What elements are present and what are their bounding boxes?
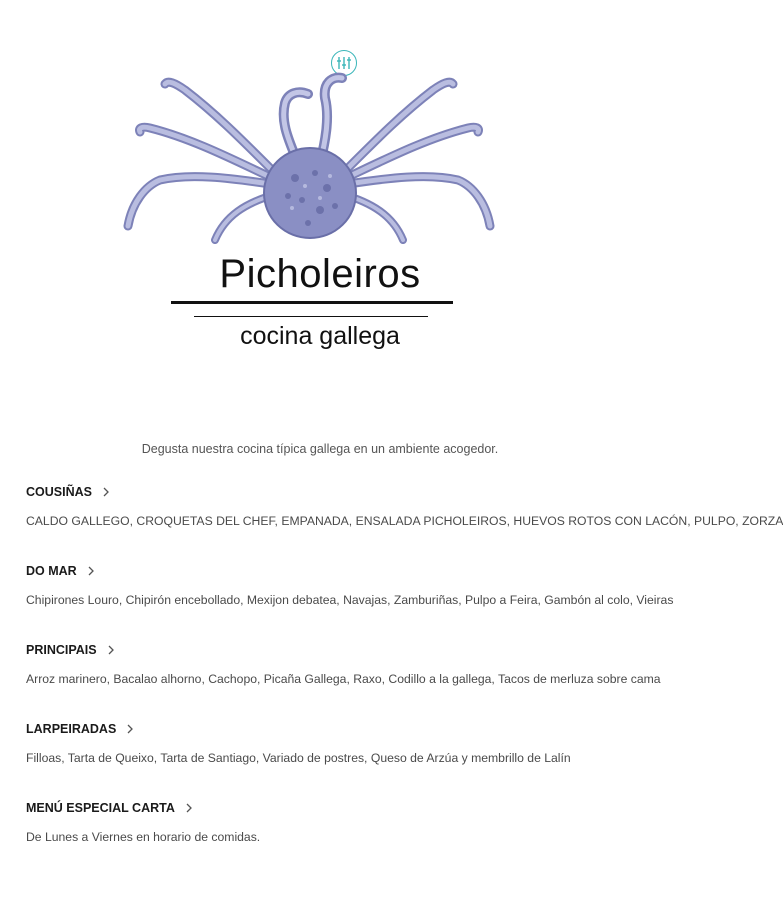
section-items: Filloas, Tarta de Queixo, Tarta de Santiago, Variado de postres, Queso de Arzúa y membrillo de Lalín — [26, 751, 571, 765]
section-title: COUSIÑAS — [26, 485, 92, 499]
section-items: Chipirones Louro, Chipirón encebollado, Mexijon debatea, Navajas, Zamburiñas, Pulpo a Feira, Gambón al colo, Vieiras — [26, 593, 674, 607]
section-title-link[interactable] — [26, 641, 616, 659]
chevron-right-icon — [125, 723, 135, 735]
section-title-link[interactable] — [26, 799, 616, 817]
section-title-link[interactable] — [26, 720, 616, 738]
chevron-right-icon — [106, 644, 116, 656]
section-title: PRINCIPAIS — [26, 643, 97, 657]
brand-name: Picholeiros — [219, 252, 421, 296]
brand-divider — [171, 301, 453, 304]
section-items: De Lunes a Viernes en horario de comidas. — [26, 830, 261, 844]
section-title-link[interactable] — [26, 562, 616, 580]
brand-divider-thin — [194, 316, 428, 317]
section-items: CALDO GALLEGO, CROQUETAS DEL CHEF, EMPANADA, ENSALADA PICHOLEIROS, HUEVOS ROTOS CON LACÓN, PULPO, ZORZA — [26, 514, 783, 528]
chevron-right-icon — [86, 565, 96, 577]
brand-subtitle: cocina gallega — [240, 322, 400, 350]
section-title: DO MAR — [26, 564, 77, 578]
menu-section-do-mar — [26, 562, 674, 607]
section-title-link[interactable] — [26, 483, 616, 501]
section-title: MENÚ ESPECIAL CARTA — [26, 801, 175, 815]
menu-section-principais — [26, 641, 661, 686]
section-title: LARPEIRADAS — [26, 722, 117, 736]
section-items: Arroz marinero, Bacalao alhorno, Cachopo, Picaña Gallega, Raxo, Codillo a la gallega, Tacos de merluza sobre cama — [26, 672, 661, 686]
chevron-right-icon — [101, 486, 111, 498]
tagline: Degusta nuestra cocina típica gallega en un ambiente acogedor. — [141, 442, 499, 456]
menu-section-larpeiradas — [26, 720, 616, 765]
menu-section-cousinas — [26, 483, 783, 528]
chevron-right-icon — [184, 802, 194, 814]
menu-section-menu-especial — [26, 799, 616, 844]
restaurant-header — [0, 0, 640, 360]
crab-logo-icon — [120, 68, 500, 250]
